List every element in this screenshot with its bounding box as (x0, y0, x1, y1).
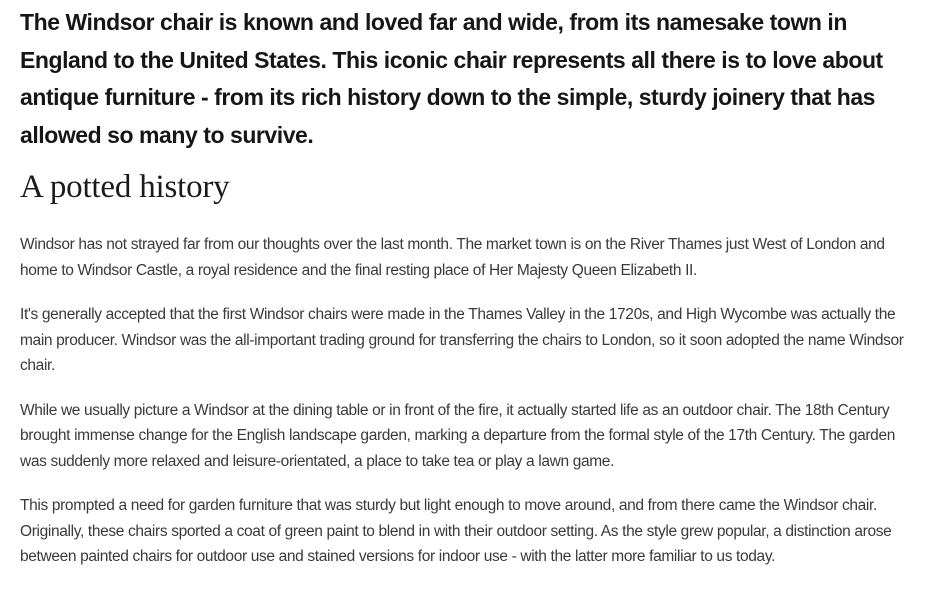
article-lead: The Windsor chair is known and loved far and wide, from its namesake town in England to the United States. This iconic chair represents all there is to love about antique furniture - from its rich history down to the simple, sturdy joinery that has allowed so many to survive. (20, 9, 883, 148)
paragraph-windsor-town: Windsor has not strayed far from our thoughts over the last month. The market town is on the River Thames just West of London and home to Windsor Castle, a royal residence and the final resting place of Her Majesty Queen Elizabeth II. (20, 236, 885, 279)
paragraph-outdoor-chair: While we usually picture a Windsor at the dining table or in front of the fire, it actually started life as an outdoor chair. The 18th Century brought immense change for the English landscape garden, marking a departure from the formal style of the 17th Century. The garden was suddenly more relaxed and leisure-orientated, a place to take tea or play a lawn game. (20, 401, 895, 470)
paragraph-origins: It's generally accepted that the first Windsor chairs were made in the Thames Valley in the 1720s, and High Wycombe was actually the main producer. Windsor was the all-important trading ground for transferring the chairs to London, so it soon adopted the name Windsor chair. (20, 306, 904, 374)
paragraph-garden-furniture: This prompted a need for garden furniture that was sturdy but light enough to move around, and from there came the Windsor chair. Originally, these chairs sported a coat of green paint to blend in with their outdoor setting. As the style grew popular, a distinction arose between painted chairs for outdoor use and stained versions for indoor use - with the latter more familiar to us today. (20, 497, 892, 565)
article-body (20, 4, 925, 589)
section-heading: A potted history (20, 169, 230, 205)
